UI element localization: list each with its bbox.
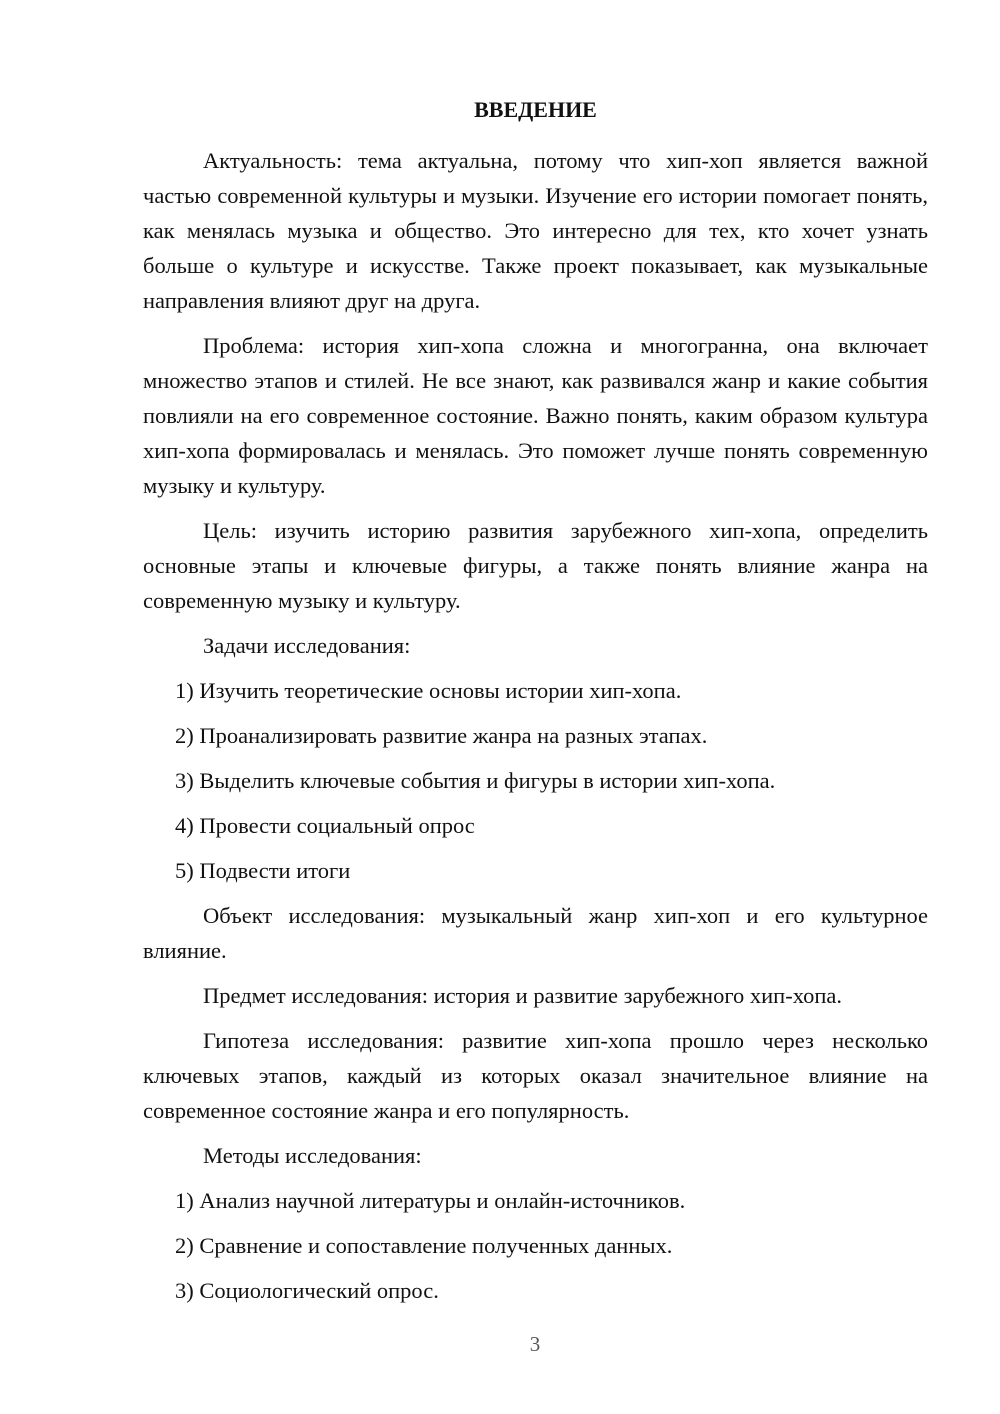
method-item: 1) Анализ научной литературы и онлайн-источников. (175, 1188, 686, 1213)
task-item: 2) Проанализировать развитие жанра на разных этапах. (175, 723, 708, 748)
method-item: 2) Сравнение и сопоставление полученных данных. (175, 1233, 673, 1258)
methods-list (143, 1183, 928, 1308)
problem-paragraph: Проблема: история хип-хопа сложна и многогранна, она включает множество этапов и стилей. Не все знают, как развивался жанр и какие события повлияли на его современное состояние. Важно понять, каким образом культура хип-хопа формировалась и менялась. Это поможет лучше понять современную музыку и культуру. (143, 333, 928, 498)
task-item: 4) Провести социальный опрос (175, 813, 475, 838)
page-title: ВВЕДЕНИЕ (474, 97, 597, 122)
task-item: 1) Изучить теоретические основы истории хип-хопа. (175, 678, 682, 703)
document-page (143, 94, 928, 1318)
task-item: 5) Подвести итоги (175, 858, 351, 883)
task-item: 3) Выделить ключевые события и фигуры в истории хип-хопа. (175, 768, 776, 793)
object-paragraph: Объект исследования: музыкальный жанр хип-хоп и его культурное влияние. (143, 903, 928, 963)
method-item: 3) Социологический опрос. (175, 1278, 439, 1303)
page-number: 3 (529, 1332, 541, 1356)
goal-paragraph: Цель: изучить историю развития зарубежного хип-хопа, определить основные этапы и ключевые фигуры, а также понять влияние жанра на современную музыку и культуру. (143, 518, 928, 613)
tasks-label: Задачи исследования: (203, 633, 411, 658)
hypothesis-paragraph: Гипотеза исследования: развитие хип-хопа прошло через несколько ключевых этапов, каждый из которых оказал значительное влияние на современное состояние жанра и его популярность. (143, 1028, 928, 1123)
methods-label: Методы исследования: (203, 1143, 422, 1168)
relevance-paragraph: Актуальность: тема актуальна, потому что хип-хоп является важной частью современной культуры и музыки. Изучение его истории помогает понять, как менялась музыка и общество. Это интересно для тех, кто хочет узнать больше о культуре и искусстве. Также проект показывает, как музыкальные направления влияют друг на друга. (143, 148, 928, 313)
tasks-list (143, 673, 928, 888)
subject-paragraph: Предмет исследования: история и развитие зарубежного хип-хопа. (203, 983, 843, 1008)
